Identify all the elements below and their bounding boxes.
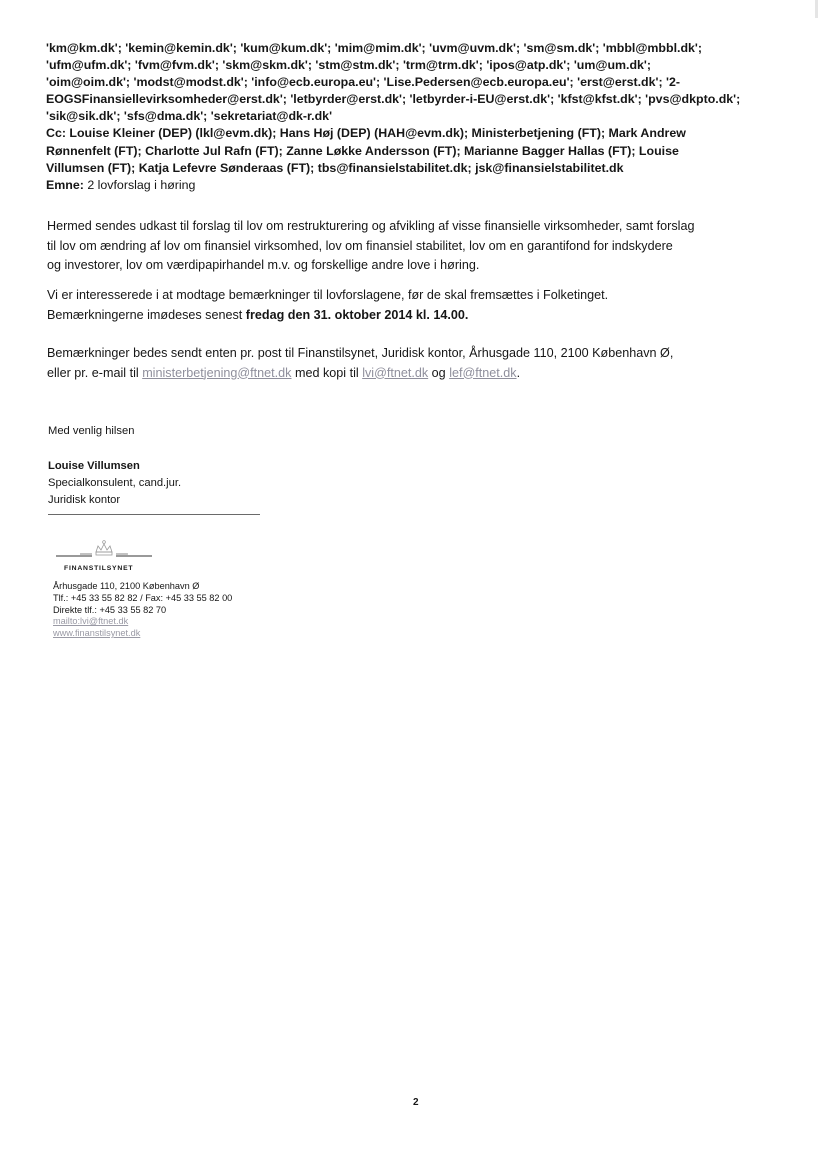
cc-line <box>46 125 786 142</box>
body-paragraph-intro <box>47 217 777 276</box>
recipients-line: 'ufm@ufm.dk'; 'fvm@fvm.dk'; 'skm@skm.dk'; 'stm@stm.dk'; 'trm@trm.dk'; 'ipos@atp.dk'; 'um@um.dk'; <box>46 58 651 73</box>
recipients-line: 'sik@sik.dk'; 'sfs@dma.dk'; 'sekretariat@dk-r.dk' <box>46 109 333 124</box>
text-segment: med kopi til <box>291 365 363 380</box>
address-phone: Tlf.: +45 33 55 82 82 / Fax: +45 33 55 82 00 <box>53 592 233 603</box>
email-link-lef[interactable]: lef@ftnet.dk <box>449 365 517 380</box>
address-web-link[interactable]: www.finanstilsynet.dk <box>53 628 141 639</box>
body-paragraph-submission <box>47 344 777 383</box>
text-segment: eller pr. e-mail til <box>47 365 143 380</box>
subject-label: Emne: <box>46 177 84 192</box>
signer-department: Juridisk kontor <box>48 494 121 506</box>
email-link-lvi[interactable]: lvi@ftnet.dk <box>362 365 429 380</box>
text-segment: . <box>516 365 521 380</box>
paragraph-line: og investorer, lov om værdipapirhandel m.v. og forskellige andre love i høring. <box>47 258 480 272</box>
greeting: Med venlig hilsen <box>48 425 135 437</box>
recipients-line: 'oim@oim.dk'; 'modst@modst.dk'; 'info@ecb.europa.eu'; 'Lise.Pedersen@ecb.europa.eu'; 'erst@erst.dk'; '2- <box>46 75 680 90</box>
body-paragraph-deadline <box>47 286 777 325</box>
recipients-block <box>46 40 786 194</box>
address-direct-phone: Direkte tlf.: +45 33 55 82 70 <box>53 604 167 615</box>
recipients-line: 'km@km.dk'; 'kemin@kemin.dk'; 'kum@kum.dk'; 'mim@mim.dk'; 'uvm@uvm.dk'; 'sm@sm.dk'; 'mbbl@mbbl.dk'; <box>46 41 702 55</box>
subject-value: 2 lovforslag i høring <box>83 177 196 192</box>
paragraph-line <box>47 306 777 326</box>
cc-line: Rønnenfelt (FT); Charlotte Jul Rafn (FT); Zanne Løkke Andersson (FT); Marianne Bagger Hallas (FT); Louise <box>46 143 679 158</box>
address-street: Århusgade 110, 2100 København Ø <box>53 581 200 591</box>
scan-edge-mark <box>815 0 818 18</box>
contact-address-block <box>53 581 232 640</box>
signer-name: Louise Villumsen <box>48 460 140 472</box>
signature-block <box>48 458 181 509</box>
logo-wordmark: FINANSTILSYNET <box>64 565 134 572</box>
signature-divider <box>48 514 260 515</box>
cc-value: Louise Kleiner (DEP) (lkl@evm.dk); Hans Høj (DEP) (HAH@evm.dk); Ministerbetjening (FT); Mark Andrew <box>65 126 686 141</box>
recipients-line: EOGSFinansiellevirksomheder@erst.dk'; 'letbyrder@erst.dk'; 'letbyrder-i-EU@erst.dk'; 'kfst@kfst.dk'; 'pvs@dkpto.dk'; <box>46 92 741 107</box>
paragraph-line: Vi er interesserede i at modtage bemærkninger til lovforslagene, før de skal fremsættes i Folketinget. <box>47 288 609 302</box>
text-segment: og <box>428 365 450 380</box>
address-mailto-link[interactable]: mailto:lvi@ftnet.dk <box>53 616 129 627</box>
paragraph-line: Hermed sendes udkast til forslag til lov om restrukturering og afvikling af visse finansielle virksomheder, samt forslag <box>47 219 695 233</box>
page-number: 2 <box>413 1097 419 1108</box>
deadline-date: fredag den 31. oktober 2014 kl. 14.00. <box>245 307 469 322</box>
subject-line <box>46 177 786 194</box>
deadline-intro: Bemærkningerne imødeses senest <box>47 307 246 322</box>
paragraph-line: Bemærkninger bedes sendt enten pr. post til Finanstilsynet, Juridisk kontor, Århusgade 110, 2100 København Ø, <box>47 346 674 360</box>
cc-line: Villumsen (FT); Katja Lefevre Sønderaas (FT); tbs@finansielstabilitet.dk; jsk@finansielstabilitet.dk <box>46 160 624 175</box>
paragraph-line: til lov om ændring af lov om finansiel virksomhed, lov om finansiel stabilitet, lov om en garantifond for indskydere <box>47 238 673 253</box>
paragraph-line <box>47 364 777 384</box>
email-link-ministerbetjening[interactable]: ministerbetjening@ftnet.dk <box>142 365 292 380</box>
cc-label: Cc: <box>46 126 66 141</box>
signer-title: Specialkonsulent, cand.jur. <box>48 477 182 489</box>
